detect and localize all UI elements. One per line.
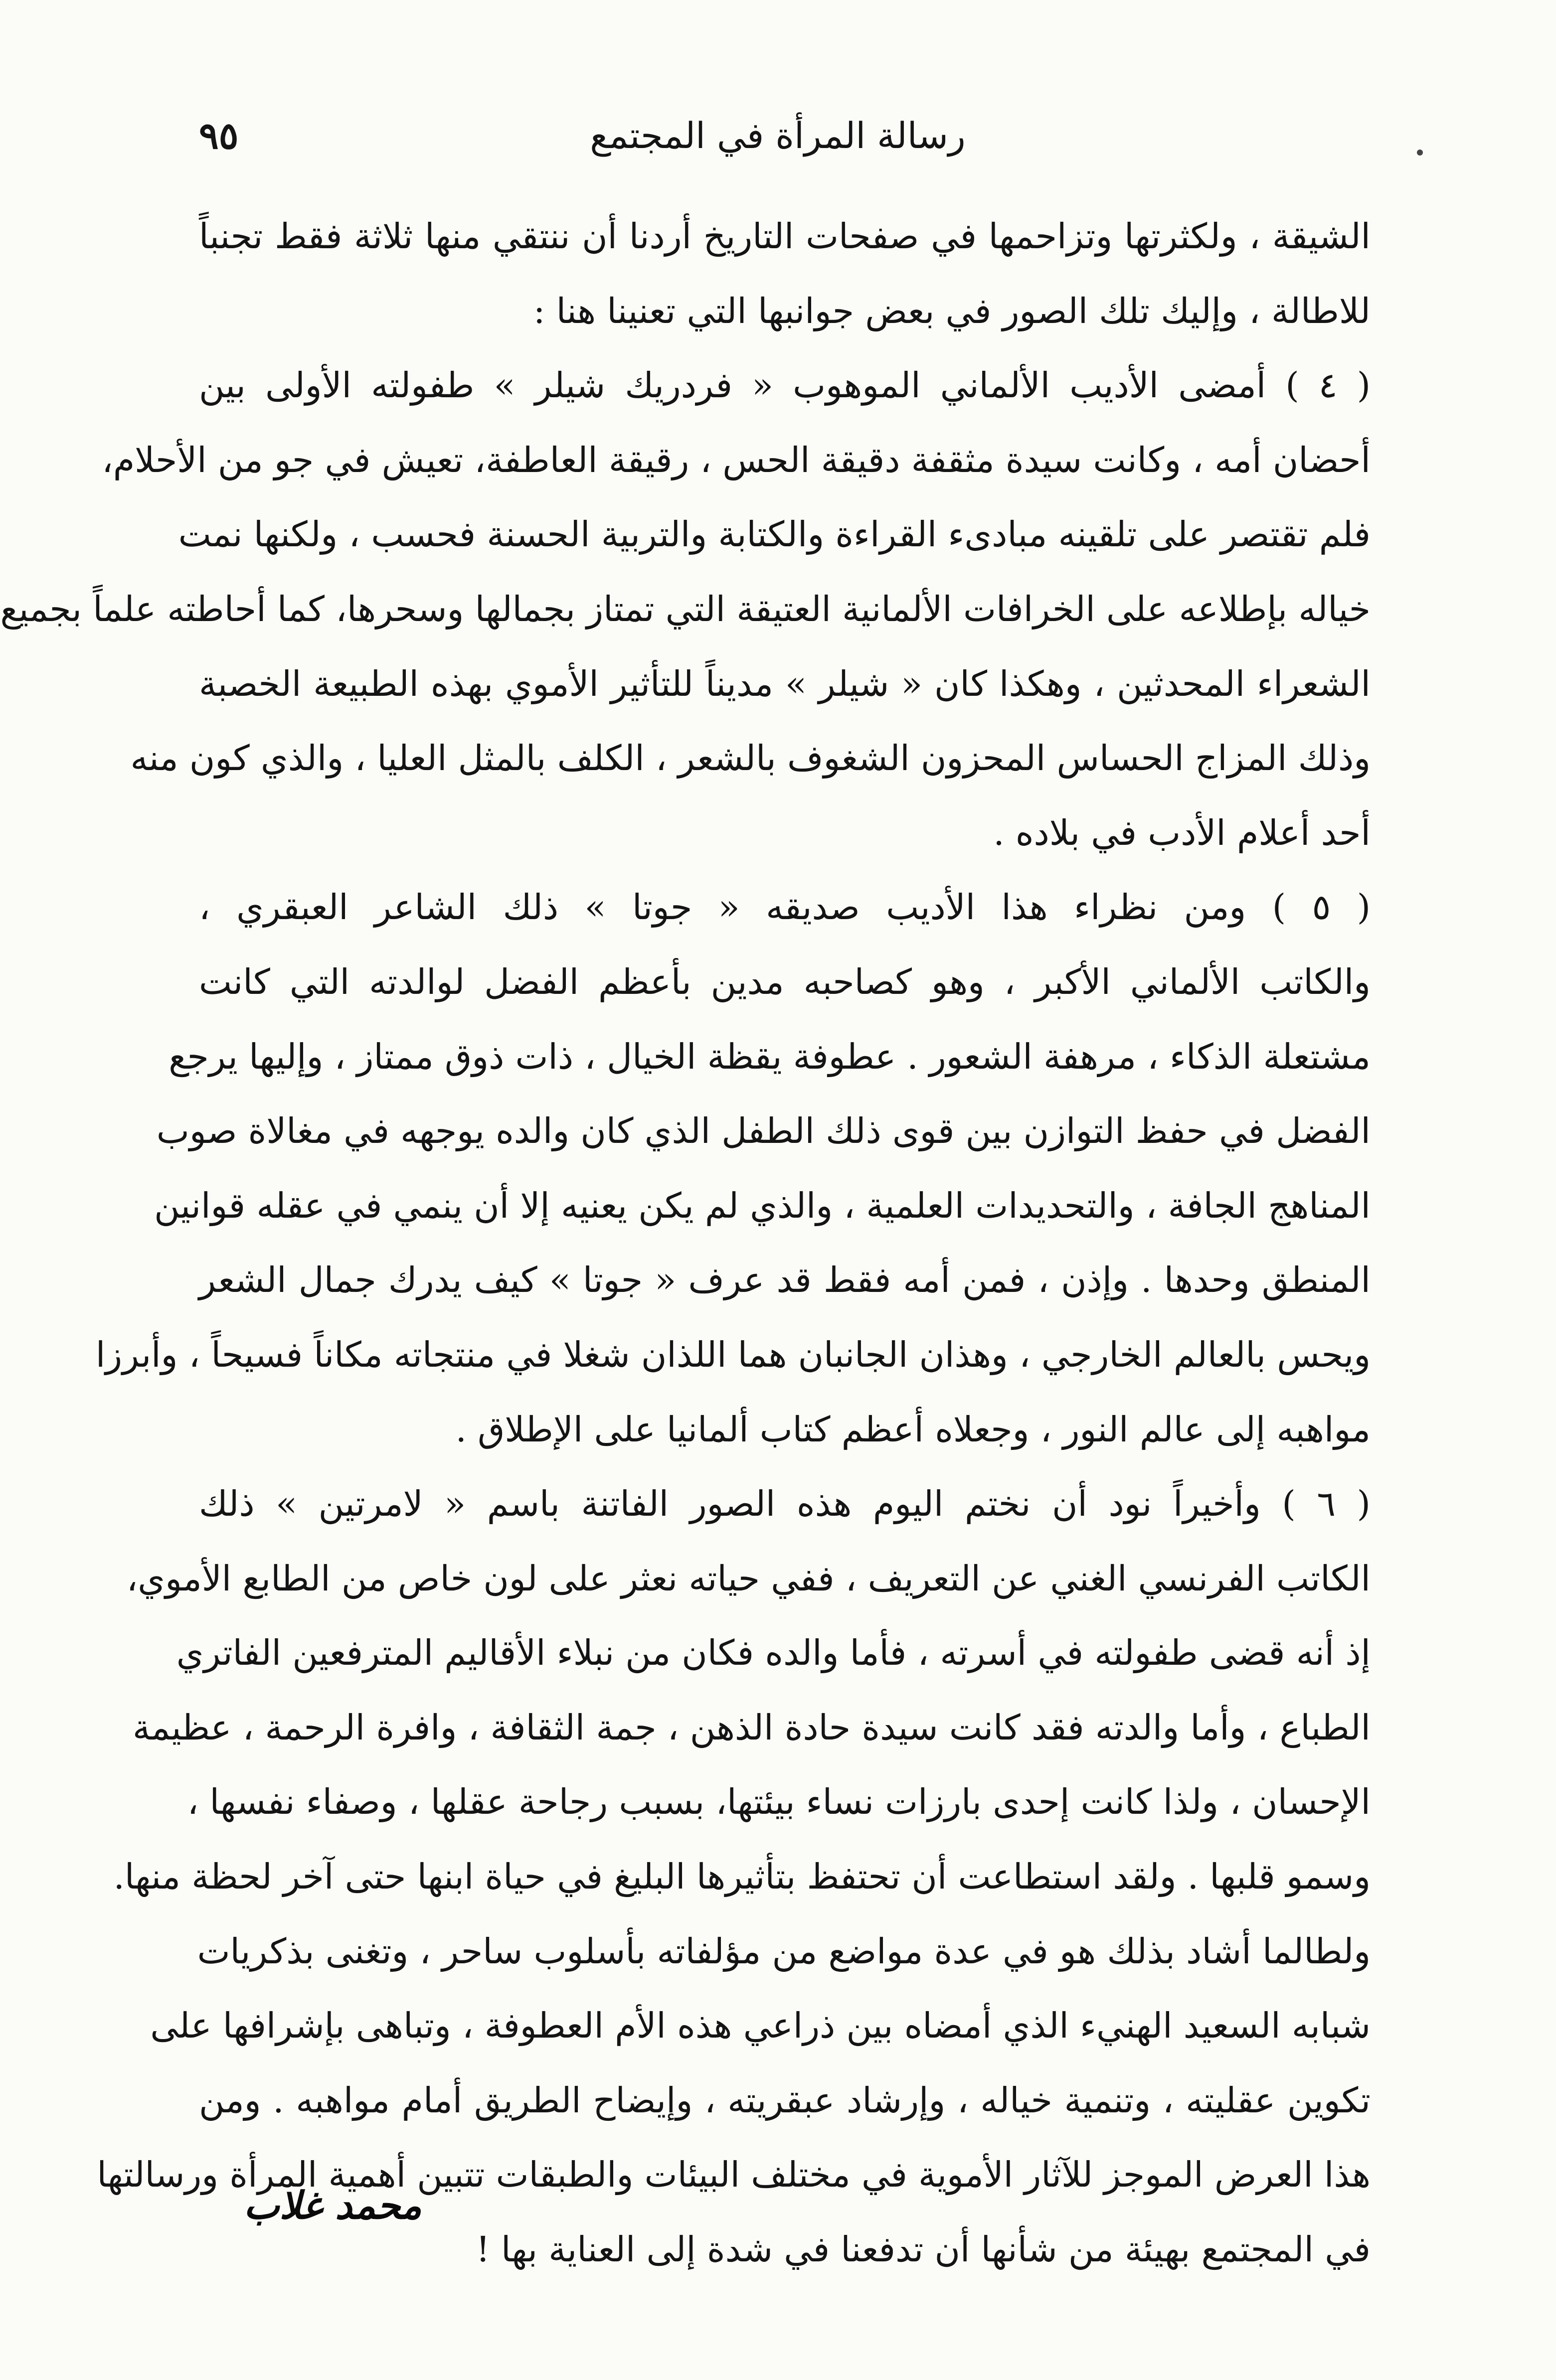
- text-line: الشعراء المحدثين ، وهكذا كان « شيلر » مديناً للتأثير الأموي بهذه الطبيعة الخصبة: [199, 663, 1371, 704]
- author-signature: محمد غلاب: [244, 2183, 422, 2227]
- text-line: ( ٤ ) أمضى الأديب الألماني الموهوب « فردريك شيلر » طفولته الأولى بين: [199, 365, 1371, 406]
- text-line: الإحسان ، ولذا كانت إحدى بارزات نساء بيئتها، بسبب رجاحة عقلها ، وصفاء نفسها ،: [187, 1781, 1371, 1823]
- text-line: مواهبه إلى عالم النور ، وجعلاه أعظم كتاب ألمانيا على الإطلاق .: [455, 1409, 1371, 1450]
- text-line: الكاتب الفرنسي الغني عن التعريف ، ففي حياته نعثر على لون خاص من الطابع الأموي،: [126, 1558, 1371, 1599]
- text-line: للاطالة ، وإليك تلك الصور في بعض جوانبها التي تعنينا هنا :: [533, 290, 1371, 331]
- text-line: ولطالما أشاد بذلك هو في عدة مواضع من مؤلفاته بأسلوب ساحر ، وتغنى بذكريات: [197, 1930, 1371, 1972]
- ink-speck: [1417, 150, 1423, 156]
- text-line: ويحس بالعالم الخارجي ، وهذان الجانبان هما اللذان شغلا في منتجاته مكاناً فسيحاً ، وأبرزا: [95, 1334, 1371, 1375]
- text-line: خياله بإطلاعه على الخرافات الألمانية العتيقة التي تمتاز بجمالها وسحرها، كما أحاطته علماً بجميع: [0, 588, 1371, 630]
- running-title: رسالة المرأة في المجتمع: [590, 115, 966, 157]
- text-line: مشتعلة الذكاء ، مرهفة الشعور . عطوفة يقظة الخيال ، ذات ذوق ممتاز ، وإليها يرجع: [169, 1036, 1371, 1077]
- text-line: أحد أعلام الأدب في بلاده .: [993, 812, 1371, 853]
- text-line: شبابه السعيد الهنيء الذي أمضاه بين ذراعي هذه الأم العطوفة ، وتباهى بإشرافها على: [150, 2005, 1371, 2047]
- text-line: والكاتب الألماني الأكبر ، وهو كصاحبه مدين بأعظم الفضل لوالدته التي كانت: [199, 961, 1371, 1002]
- text-line: إذ أنه قضى طفولته في أسرته ، فأما والده فكان من نبلاء الأقاليم المترفعين الفاتري: [176, 1632, 1371, 1674]
- text-line: فلم تقتصر على تلقينه مبادىء القراءة والكتابة والتربية الحسنة فحسب ، ولكنها نمت: [178, 514, 1371, 555]
- text-line: المنطق وحدها . وإذن ، فمن أمه فقط قد عرف « جوتا » كيف يدرك جمال الشعر: [199, 1260, 1371, 1301]
- text-line: الشيقة ، ولكثرتها وتزاحمها في صفحات التاريخ أردنا أن ننتقي منها ثلاثة فقط تجنباً: [199, 216, 1371, 257]
- text-line: وسمو قلبها . ولقد استطاعت أن تحتفظ بتأثيرها البليغ في حياة ابنها حتى آخر لحظة منها.: [113, 1856, 1371, 1898]
- text-line: وذلك المزاج الحساس المحزون الشغوف بالشعر ، الكلف بالمثل العليا ، والذي كون منه: [130, 738, 1371, 779]
- text-line: تكوين عقليته ، وتنمية خياله ، وإرشاد عبقريته ، وإيضاح الطريق أمام مواهبه . ومن: [199, 2079, 1371, 2121]
- body-text: [0, 199, 1371, 2287]
- text-line: أحضان أمه ، وكانت سيدة مثقفة دقيقة الحس ، رقيقة العاطفة، تعيش في جو من الأحلام،: [102, 439, 1371, 480]
- page-number: ٩٥: [199, 115, 239, 158]
- text-line: الفضل في حفظ التوازن بين قوى ذلك الطفل الذي كان والده يوجهه في مغالاة صوب: [156, 1111, 1371, 1152]
- text-line: ( ٥ ) ومن نظراء هذا الأديب صديقه « جوتا » ذلك الشاعر العبقري ،: [199, 887, 1371, 928]
- book-page: [2, 0, 1556, 2380]
- text-line: المناهج الجافة ، والتحديدات العلمية ، والذي لم يكن يعنيه إلا أن ينمي في عقله قوانين: [154, 1185, 1371, 1226]
- text-line: ( ٦ ) وأخيراً نود أن نختم اليوم هذه الصور الفاتنة باسم « لامرتين » ذلك: [199, 1483, 1371, 1525]
- text-line: في المجتمع بهيئة من شأنها أن تدفعنا في شدة إلى العناية بها !: [476, 2229, 1371, 2270]
- page-header: [199, 115, 1357, 174]
- text-line: الطباع ، وأما والدته فقد كانت سيدة حادة الذهن ، جمة الثقافة ، وافرة الرحمة ، عظيمة: [133, 1707, 1371, 1748]
- text-line: هذا العرض الموجز للآثار الأموية في مختلف البيئات والطبقات تتبين أهمية المرأة ورسالتها: [97, 2154, 1371, 2196]
